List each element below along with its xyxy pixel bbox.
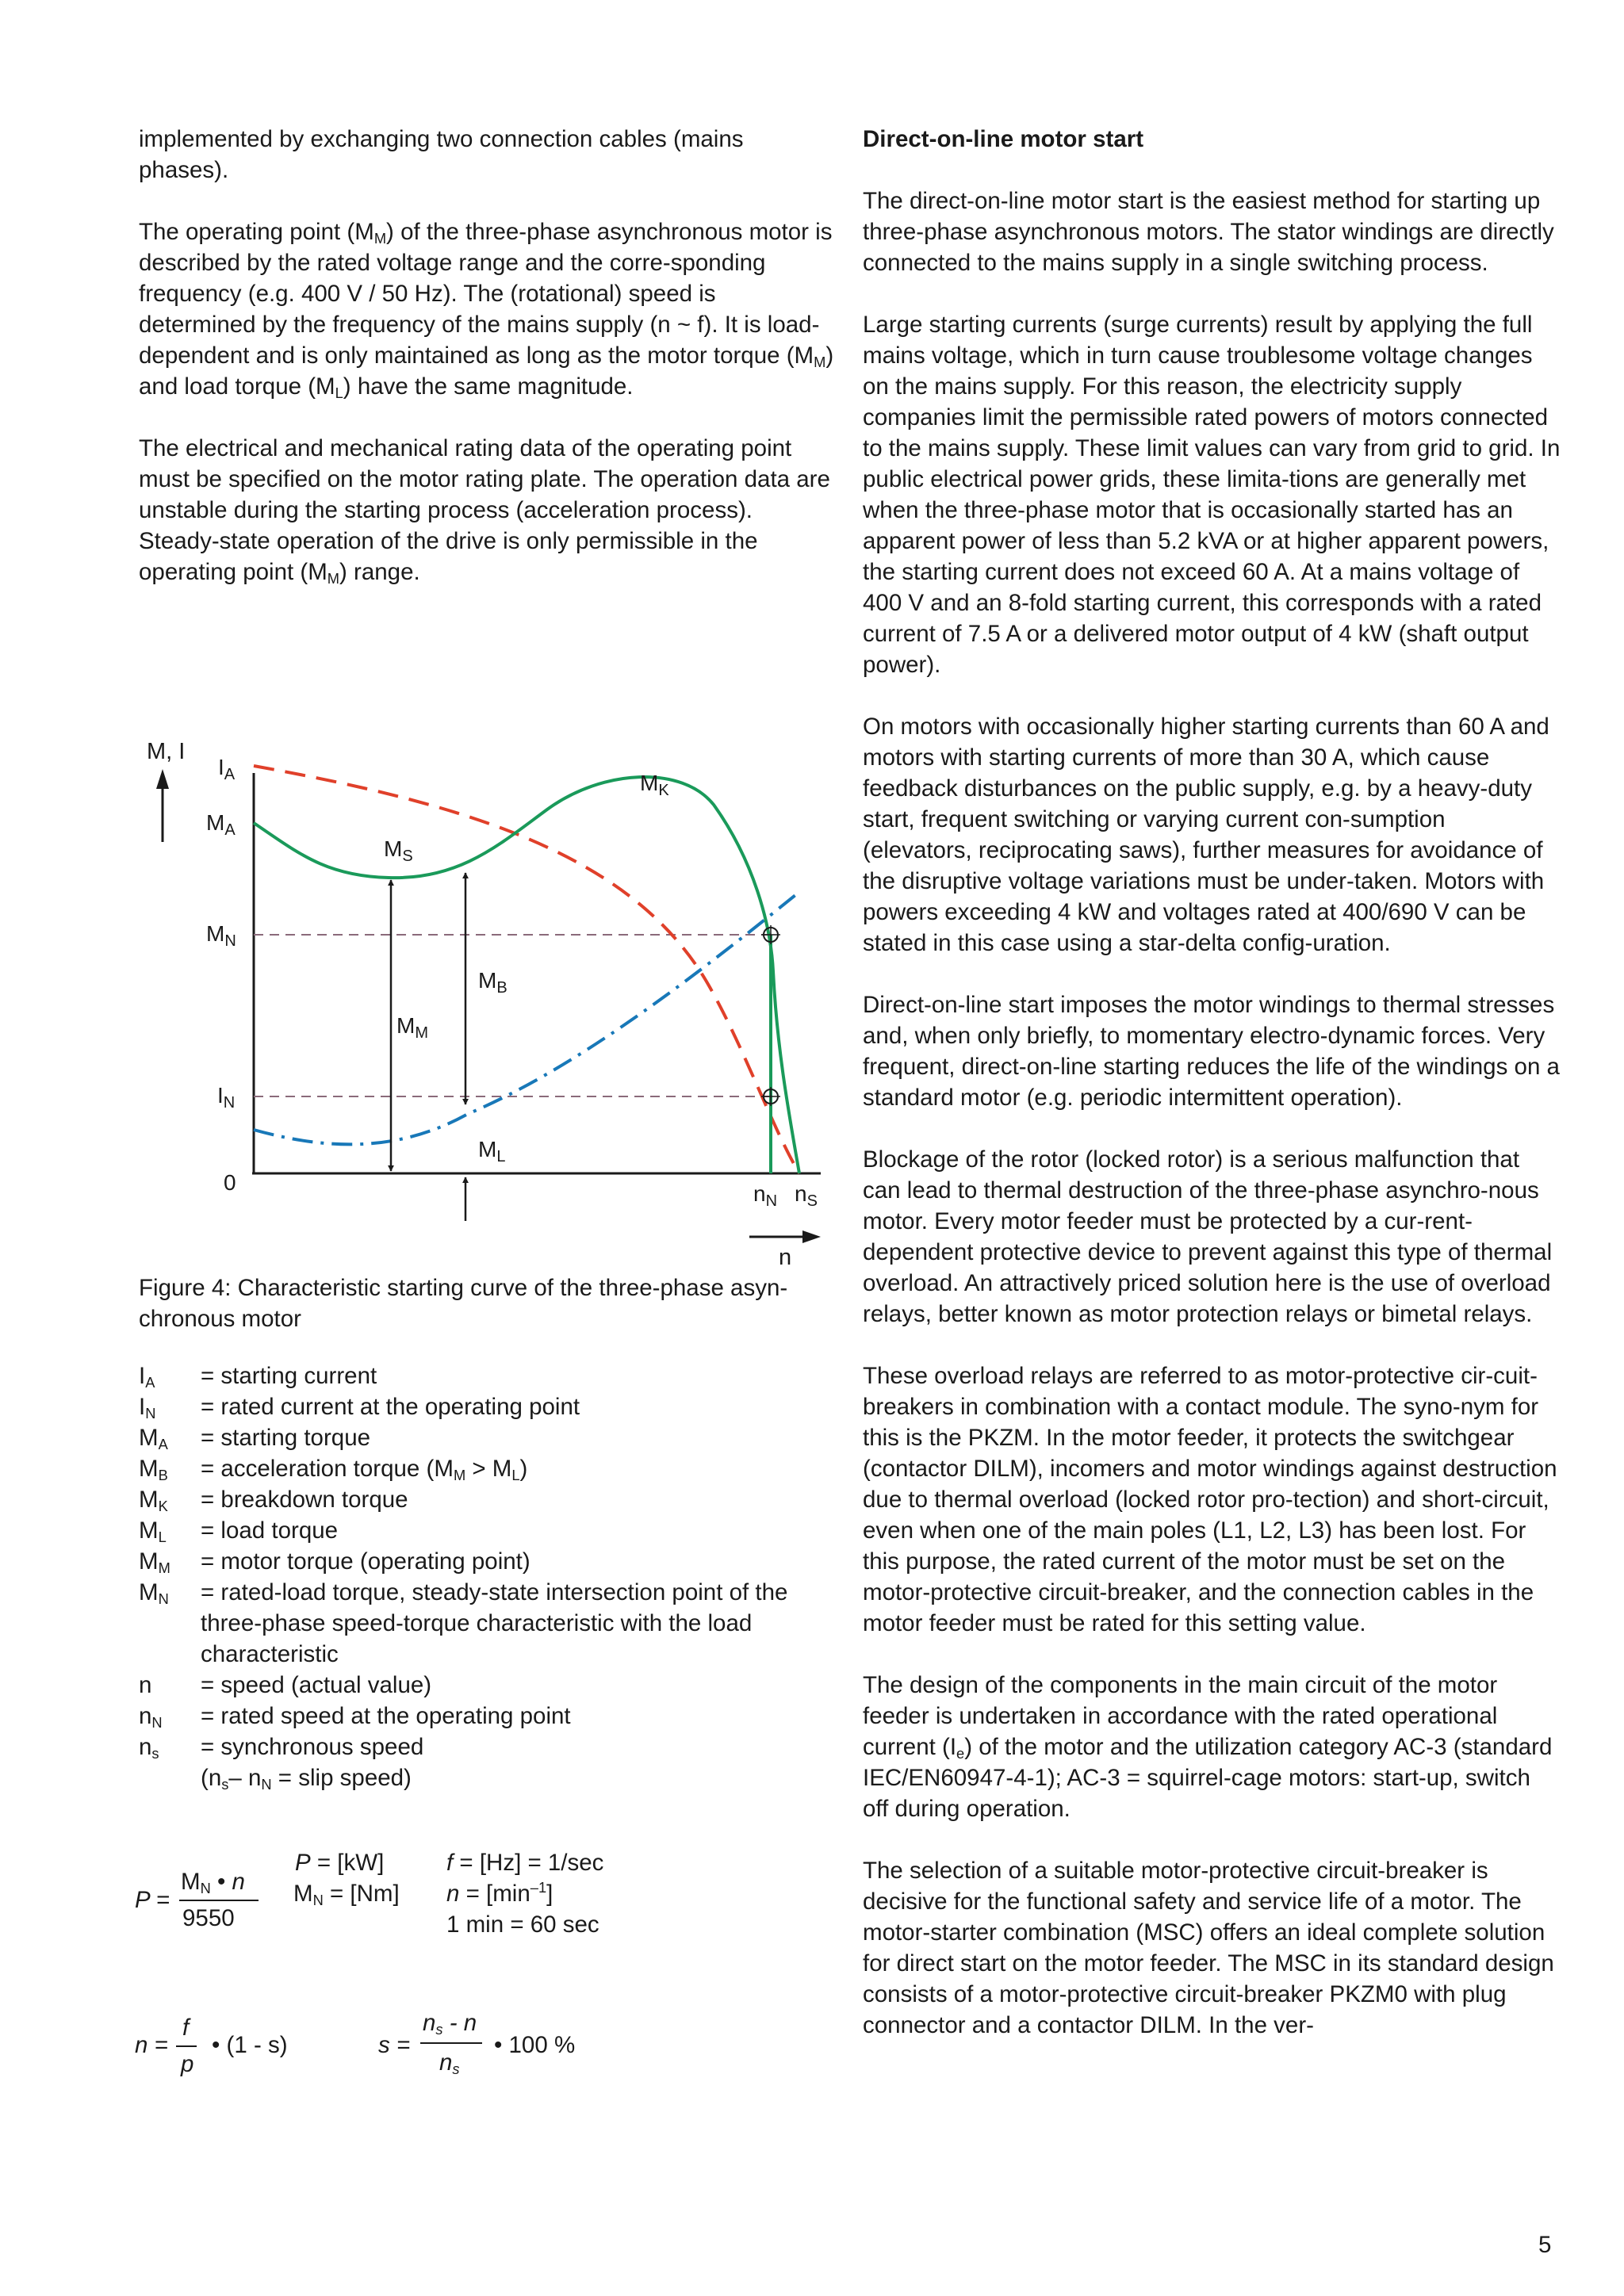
- legend-row: $n_s$ = synchronous speed: [139, 1734, 424, 1762]
- mk-label: $M_K$: [640, 771, 669, 799]
- legend-row: $M_L$ = load torque: [139, 1517, 339, 1546]
- formula-lhs: P =: [135, 1887, 170, 1913]
- x-axis-label: n: [779, 1245, 792, 1270]
- paragraph: The selection of a suitable motor-protective circuit-breaker is decisive for the functional safety and service life of a motor. The motor-starter combination (MSC) offers an ideal complete solution for direct start on the motor feeder. The MSC in its standard design consists of a motor-protective circuit-breaker PKZM0 with plug connector and a contactor DILM. In the ver-: [863, 1858, 1554, 2038]
- mn-label: $M_N$: [206, 921, 236, 950]
- ms-label: $M_S$: [384, 836, 413, 865]
- paragraph: On motors with occasionally higher starting currents than 60 A and motors with starting currents of more than 30 A, which cause feedback disturbances on the public supply, e.g. by a heavy-duty start, frequent switching or varying current con-sumption (elevators, reciprocating saws), further measures for avoidance of the disruptive voltage variations must be under-taken. Motors with powers exceeding 4 kW and voltages rated at 400/690 V can be stated in this case using a star-delta config-uration.: [863, 714, 1549, 956]
- paragraph: The electrical and mechanical rating data of the operating point must be specified on the motor rating plate. The operation data are unstable during the starting process (acceleration process). Steady-state operation of the drive is only permissible in the operating point $(M_M)$ range.: [139, 435, 830, 587]
- right-column: [863, 124, 1561, 2072]
- ma-label: $M_A$: [206, 810, 236, 839]
- formula-numerator: f: [182, 2015, 190, 2041]
- paragraph: Large starting currents (surge currents) result by applying the full mains voltage, which in turn cause troublesome voltage changes on the mains supply. For this reason, the electricity supply companies limit the permissible rated powers of motors connected to the mains supply. These limit values can vary from grid to grid. In public electrical power grids, these limita-tions are generally met when the three-phase motor that is occasionally started has an apparent power of less than 5.2 kVA or at higher apparent powers, the starting current does not exceed 60 A. At a mains voltage of 400 V and an 8-fold starting current, this corresponds with a rated current of 7.5 A or a delivered motor output of 4 kW (shaft output power).: [863, 312, 1561, 678]
- legend-row: n = speed (actual value): [139, 1672, 432, 1698]
- fraction-bar: [179, 1900, 259, 1901]
- paragraph: The direct-on-line motor start is the easiest method for starting up three-phase asynchronous motors. The stator windings are directly connected to the mains supply in a single switching process.: [863, 188, 1554, 276]
- starting-curve-figure: [127, 733, 833, 1272]
- formula-lhs: n =: [135, 2032, 168, 2058]
- load-torque-curve: [254, 892, 799, 1144]
- legend-row: $I_N$ = rated current at the operating point: [139, 1394, 580, 1422]
- motor-torque-curve: [254, 777, 799, 1173]
- fraction-bar: [176, 2045, 197, 2047]
- formula-denominator: 9550: [182, 1905, 235, 1931]
- legend-row: $M_B$ = acceleration torque $(M_M > M_L)$: [139, 1456, 528, 1484]
- legend-row: $M_N$ = rated-load torque, steady-state intersection point of the: [139, 1579, 788, 1608]
- formula-lhs-slip: s =: [378, 2032, 411, 2058]
- y-axis-label: M, I: [147, 739, 186, 764]
- starting-current-curve: [254, 766, 799, 1173]
- unit-mn: $M_N = [Nm]$: [293, 1881, 400, 1909]
- speed-slip-formula: [135, 2006, 706, 2101]
- section-heading: Direct-on-line motor start: [863, 126, 1144, 152]
- starting-curve-chart: [127, 733, 833, 1272]
- unit-p: P = [kW]: [295, 1850, 385, 1876]
- mb-label: $M_B$: [478, 968, 508, 997]
- slip-denominator: $n_s$: [439, 2049, 460, 2078]
- power-formula: [135, 1847, 706, 1950]
- formula-rest: • (1 - s): [212, 2032, 288, 2058]
- legend-continuation: characteristic: [201, 1641, 339, 1667]
- paragraph: These overload relays are referred to as motor-protective cir-cuit-breakers in combination with a contact module. The syno-nym for this is the PKZM. In the motor feeder, it protects the switchgear (contactor DILM), incomers and motor windings against destruction due to thermal overload (locked rotor pro-tection) and short-circuit, even when one of the main poles (L1, L2, L3) has been lost. For this purpose, the rated current of the motor must be set on the motor-protective circuit-breaker, and the connection cables in the motor feeder must be rated for this setting value.: [863, 1363, 1557, 1636]
- nn-label: $n_N$: [753, 1181, 778, 1210]
- legend-continuation: three-phase speed-torque characteristic with the load: [201, 1610, 753, 1636]
- y-axis-arrowhead: [156, 769, 169, 789]
- paragraph: implemented by exchanging two connection cables (mains phases).: [139, 126, 744, 183]
- legend-row: $I_A$ = starting current: [139, 1363, 377, 1391]
- paragraph: The design of the components in the main circuit of the motor feeder is undertaken in accordance with the rated operational current $(I_e)$ of the motor and the utilization category AC-3 (standard IEC/EN60947-4-1); AC-3 = squirrel-cage motors: start-up, switch off during operation.: [863, 1672, 1553, 1822]
- in-label: $I_N$: [217, 1083, 236, 1112]
- paragraph: Direct-on-line start imposes the motor windings to thermal stresses and, when only briefly, to momentary electro-dynamic forces. Very frequent, direct-on-line starting reduces the life of the windings on a standard motor (e.g. periodic intermittent operation).: [863, 992, 1560, 1111]
- legend-row: $M_K$ = breakdown torque: [139, 1487, 408, 1515]
- formula-denominator: p: [181, 2051, 194, 2077]
- slip-rest: • 100 %: [494, 2032, 576, 2058]
- ia-label: $I_A$: [218, 755, 236, 783]
- figure-caption: Figure 4: Characteristic starting curve of the three-phase asyn-chronous motor: [139, 1275, 788, 1332]
- ml-label: $M_L$: [478, 1137, 506, 1165]
- page-number: 5: [1538, 2232, 1552, 2258]
- legend-row: $n_N$ = rated speed at the operating point: [139, 1703, 571, 1732]
- x-axis-arrowhead: [802, 1230, 821, 1243]
- fraction-bar: [420, 2042, 482, 2044]
- slip-numerator: $n_s$ - n: [423, 2010, 477, 2038]
- unit-n: $n = [\min^{-1}]$: [446, 1879, 553, 1907]
- left-column: [139, 124, 837, 618]
- legend-continuation: ($n_s-$ $n_N$ = slip speed): [201, 1765, 412, 1793]
- formula-numerator: $M_N$ • n: [181, 1869, 245, 1897]
- unit-min: 1 min = 60 sec: [446, 1911, 599, 1938]
- unit-f: f = [Hz] = 1/sec: [446, 1850, 604, 1876]
- legend-row: $M_M$ = motor torque (operating point): [139, 1548, 530, 1577]
- paragraph: The operating point $(M_M)$ of the three-phase asynchronous motor is described by the rated voltage range and the corre-sponding frequency (e.g. 400 V / 50 Hz). The (rotational) speed is determined by the frequency of the mains supply (n ~ f). It is load-dependent and is only maintained as long as the motor torque $(M_M)$ and load torque $(M_L)$ have the same magnitude.: [139, 219, 834, 402]
- ns-label: $n_S$: [795, 1181, 818, 1210]
- legend-row: $M_A$ = starting torque: [139, 1425, 371, 1453]
- symbol-legend: [139, 1360, 837, 1793]
- origin-label: 0: [224, 1170, 236, 1195]
- mm-label: $M_M$: [396, 1013, 428, 1042]
- paragraph: Blockage of the rotor (locked rotor) is a serious malfunction that can lead to thermal destruction of the three-phase asynchro-nous motor. Every motor feeder must be protected by a cur-rent-dependent protective device to prevent against this type of thermal overload. An attractively priced solution here is the use of overload relays, better known as motor protection relays or bimetal relays.: [863, 1146, 1553, 1327]
